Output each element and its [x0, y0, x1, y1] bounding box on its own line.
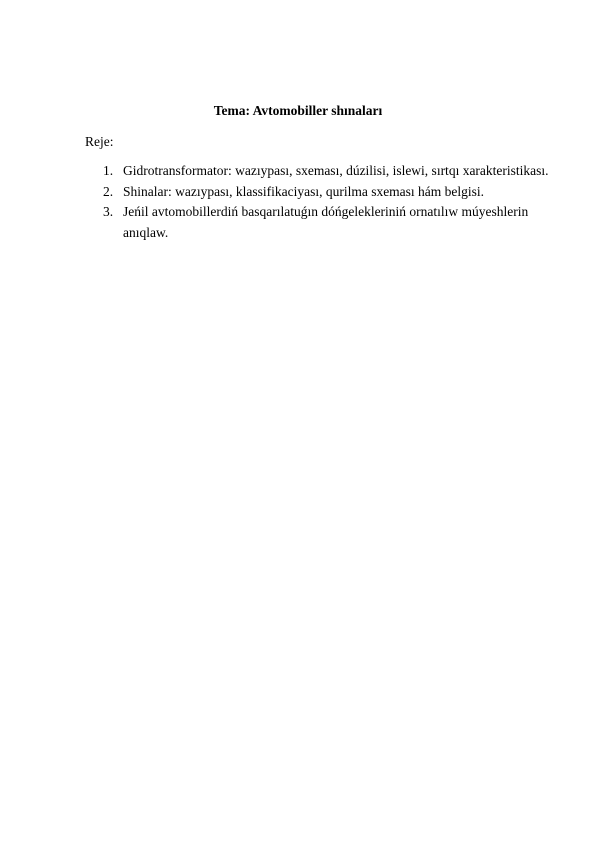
document-title: Tema: Avtomobiller shınaları — [213, 103, 383, 118]
list-item-number: 2. — [103, 183, 114, 199]
list-item-number: 1. — [103, 163, 114, 178]
list-item-text: Gidrotransformator: wazıypası, sxeması, dúzilisi, islewi, sırtqı xarakteristikası. — [123, 163, 549, 178]
list-item-text: Shinalar: wazıypası, klassifikaciyası, qurilma sxeması hám belgisi. — [123, 183, 485, 199]
list-item — [103, 202, 553, 243]
list-item-number: 3. — [103, 204, 114, 219]
list-item — [103, 161, 553, 182]
plan-label: Reje: — [85, 134, 114, 149]
plan-list — [103, 161, 553, 243]
list-item — [103, 182, 553, 203]
list-item-text: Jeńil avtomobillerdiń basqarılatuǵın dóńgelekleriniń ornatılıw múyeshlerin anıqlaw. — [123, 204, 529, 240]
